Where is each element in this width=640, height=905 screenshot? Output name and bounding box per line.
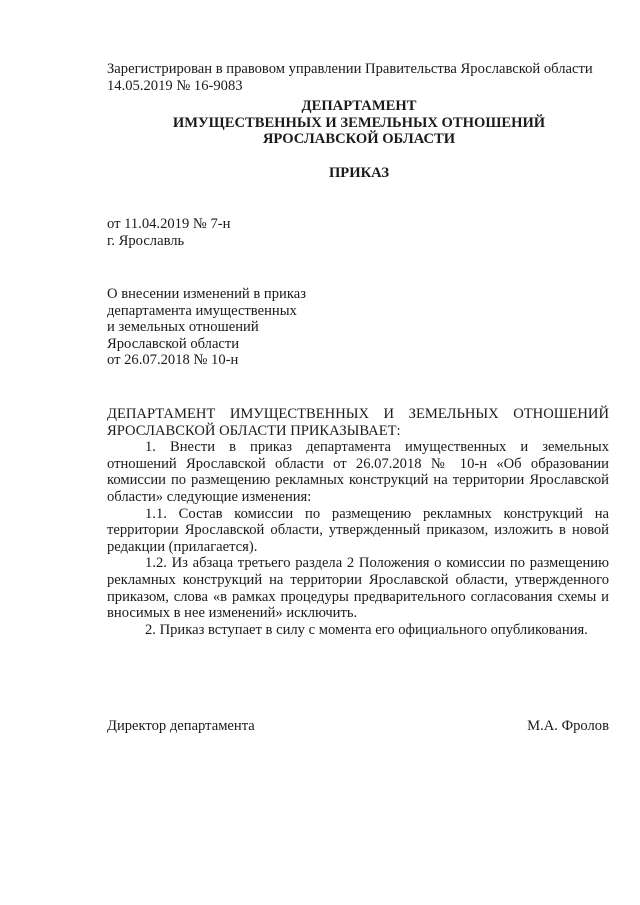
- subject-line-3: и земельных отношений: [107, 319, 259, 336]
- header-line-1: ДЕПАРТАМЕНТ: [301, 98, 417, 114]
- body-paragraph-2: 2. Приказ вступает в силу с момента его официального опубликования.: [145, 621, 588, 638]
- body-paragraph-1-1: 1.1. Состав комиссии по размещению рекламных конструкций на территории Ярославской области, утвержденный приказом, изложить в новой редакции (прилагается).: [107, 505, 609, 555]
- registration-line-1: Зарегистрирован в правовом управлении Правительства Ярославской области: [107, 61, 593, 77]
- subject-line-1: О внесении изменений в приказ: [107, 286, 306, 302]
- order-meta: [107, 216, 609, 249]
- registration-line-2: 14.05.2019 № 16-9083: [107, 77, 243, 94]
- header-line-2: ИМУЩЕСТВЕННЫХ И ЗЕМЕЛЬНЫХ ОТНОШЕНИЙ: [172, 114, 546, 131]
- subject-line-4: Ярославской области: [107, 335, 240, 352]
- header-line-3: ЯРОСЛАВСКОЙ ОБЛАСТИ: [262, 131, 456, 148]
- body-paragraph-1-2: 1.2. Из абзаца третьего раздела 2 Положения о комиссии по размещению рекламных конструкций на территории Ярославской области, утвержденного приказом, слова «в рамках процедуры предварительного согласования схемы и вносимых в нее изменений» исключить.: [107, 555, 609, 622]
- order-date-number: от 11.04.2019 № 7-н: [107, 216, 231, 232]
- registration-note: [107, 61, 609, 94]
- order-city: г. Ярославль: [107, 232, 185, 249]
- order-body: [107, 406, 609, 638]
- signatory-name: М.А. Фролов: [527, 718, 609, 734]
- document-type-title: ПРИКАЗ: [328, 165, 390, 181]
- subject-line-2: департамента имущественных: [107, 302, 297, 319]
- body-preamble: ДЕПАРТАМЕНТ ИМУЩЕСТВЕННЫХ И ЗЕМЕЛЬНЫХ ОТНОШЕНИЙ ЯРОСЛАВСКОЙ ОБЛАСТИ ПРИКАЗЫВАЕТ:: [107, 406, 609, 439]
- subject-line-5: от 26.07.2018 № 10-н: [107, 352, 239, 369]
- body-paragraph-1: 1. Внести в приказ департамента имущественных и земельных отношений Ярославской области от 26.07.2018 № 10-н «Об образовании комиссии по размещению рекламных конструкций на территории Ярославской области» следующие изменения:: [107, 439, 609, 505]
- signature-block: [107, 718, 609, 735]
- order-subject: [107, 286, 609, 369]
- signatory-position: Директор департамента: [107, 718, 255, 734]
- department-header: [107, 98, 611, 148]
